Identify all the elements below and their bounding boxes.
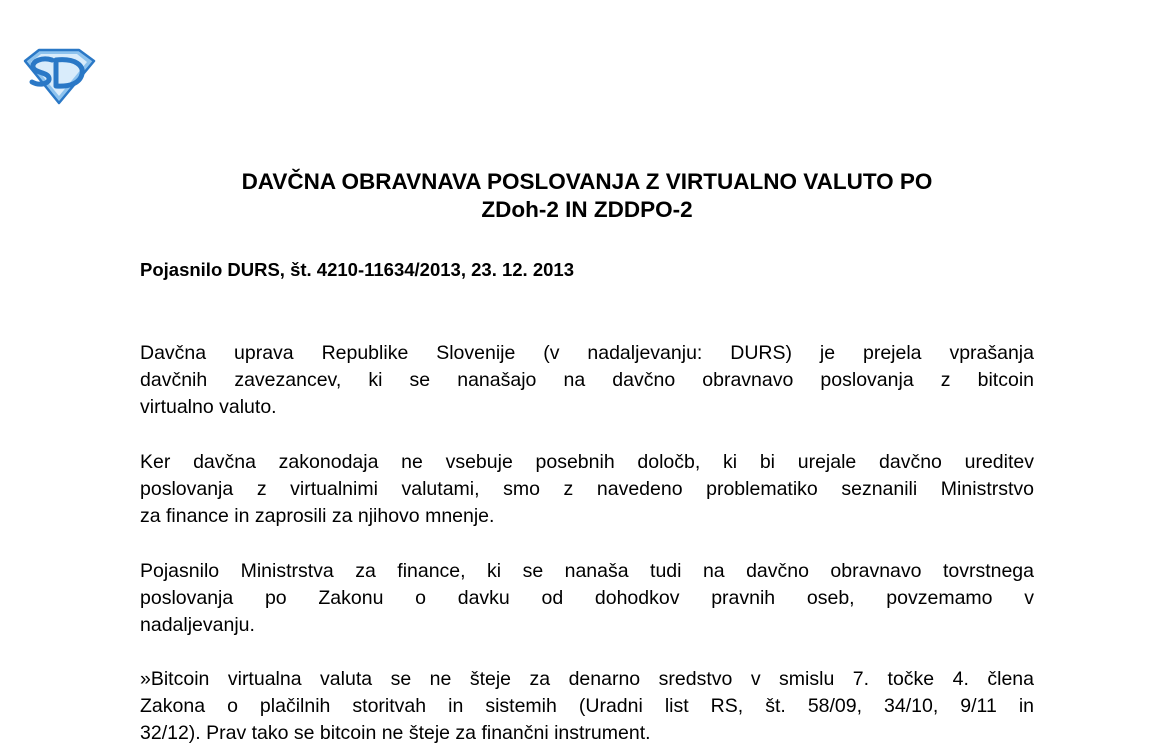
paragraph-line: Ker davčna zakonodaja ne vsebuje posebnih določb, ki bi urejale davčno ureditev bbox=[140, 451, 1034, 473]
body-paragraph bbox=[140, 666, 1034, 747]
document-title bbox=[140, 168, 1034, 224]
body-paragraph bbox=[140, 558, 1034, 639]
body-paragraph bbox=[140, 340, 1034, 421]
paragraph-line: poslovanja po Zakonu o davku od dohodkov pravnih oseb, povzemamo v bbox=[140, 587, 1034, 609]
paragraph-line: 32/12). Prav tako se bitcoin ne šteje za finančni instrument. bbox=[140, 722, 651, 744]
paragraph-line: poslovanja z virtualnimi valutami, smo z navedeno problematiko seznanili Ministrstvo bbox=[140, 478, 1034, 500]
paragraph-line: Zakona o plačilnih storitvah in sistemih (Uradni list RS, št. 58/09, 34/10, 9/11 in bbox=[140, 695, 1034, 717]
paragraph-line: davčnih zavezancev, ki se nanašajo na davčno obravnavo poslovanja z bitcoin bbox=[140, 369, 1034, 391]
document-title-line: ZDoh-2 IN ZDDPO-2 bbox=[481, 197, 693, 222]
paragraph-line: »Bitcoin virtualna valuta se ne šteje za denarno sredstvo v smislu 7. točke 4. člena bbox=[140, 668, 1034, 690]
sd-shield-logo-icon bbox=[22, 47, 96, 105]
paragraph-line: nadaljevanju. bbox=[140, 614, 255, 636]
paragraph-line: virtualno valuto. bbox=[140, 396, 277, 418]
paragraph-line: Davčna uprava Republike Slovenije (v nadaljevanju: DURS) je prejela vprašanja bbox=[140, 342, 1034, 364]
body-paragraph bbox=[140, 449, 1034, 530]
document-reference: Pojasnilo DURS, št. 4210-11634/2013, 23. 12. 2013 bbox=[140, 259, 574, 280]
paragraph-line: za finance in zaprosili za njihovo mnenje. bbox=[140, 505, 495, 527]
paragraph-line: Pojasnilo Ministrstva za finance, ki se nanaša tudi na davčno obravnavo tovrstnega bbox=[140, 560, 1034, 582]
document-title-line: DAVČNA OBRAVNAVA POSLOVANJA Z VIRTUALNO VALUTO PO bbox=[241, 169, 933, 194]
